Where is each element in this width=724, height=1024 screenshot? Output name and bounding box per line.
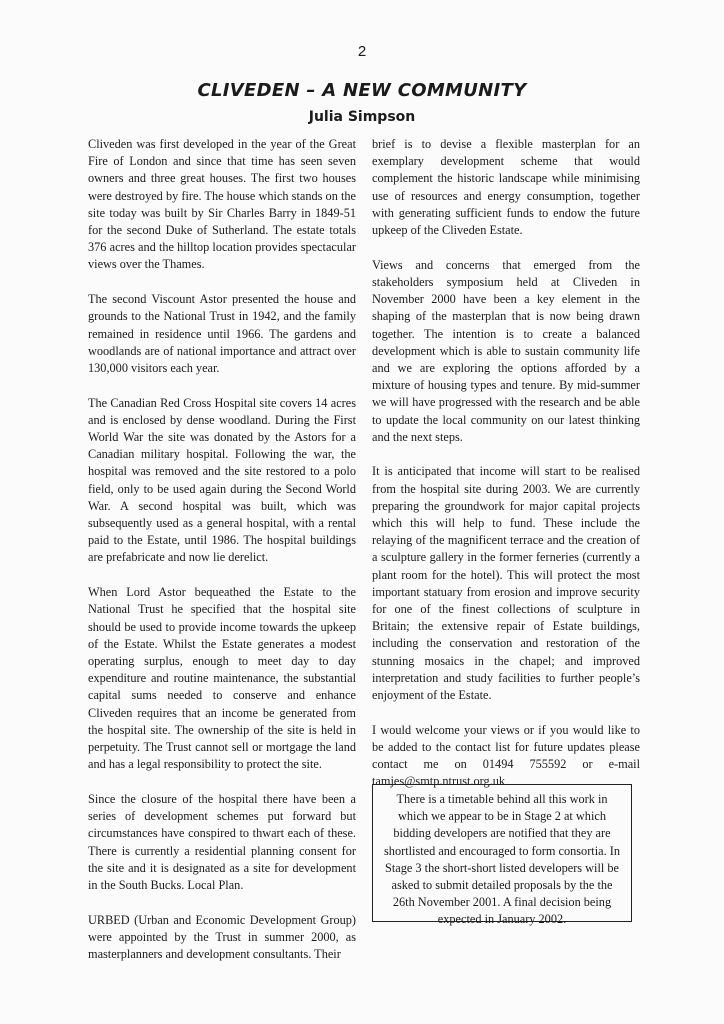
timetable-callout-box: There is a timetable behind all this work in which we appear to be in Stage 2 at which bidding developers are notified that they are shortlisted and encouraged to form consortia. In Stage 3 the short-short listed developers will be asked to submit detailed proposals by the the 26th November 2001. A final decision being expected in January 2002. <box>372 784 632 922</box>
paragraph: brief is to devise a flexible masterplan for an exemplary development scheme that would complement the historic landscape while minimising use of resources and energy consumption, together with generating sufficient funds to endow the future upkeep of the Cliveden Estate. <box>372 137 640 238</box>
article-title: CLIVEDEN – A NEW COMMUNITY <box>197 80 527 101</box>
article-author: Julia Simpson <box>308 109 416 125</box>
paragraph: When Lord Astor bequeathed the Estate to the National Trust he specified that the hospital site should be used to provide income towards the upkeep of the Estate. Whilst the Estate generates a modest operating surplus, enough to meet day to day expenditure and routine maintenance, the substantial capital sums needed to conserve and enhance Cliveden requires that an income be generated from the hospital site. The ownership of the site is held in perpetuity. The Trust cannot sell or mortgage the land and has a legal responsibility to protect the site. <box>88 585 356 772</box>
left-column <box>88 136 356 981</box>
right-column <box>372 136 640 808</box>
paragraph: Cliveden was first developed in the year of the Great Fire of London and since that time has seen seven owners and three great houses. The first two houses were destroyed by fire. The house which stands on the site today was built by Sir Charles Barry in 1849-51 for the second Duke of Sutherland. The estate totals 376 acres and the hilltop location provides spectacular views over the Thames. <box>88 137 356 272</box>
paragraph: It is anticipated that income will start to be realised from the hospital site during 2003. We are currently preparing the groundwork for major capital projects which this will help to fund. These include the relaying of the magnificent terrace and the creation of a sculpture gallery in the former fernеries (currently a plant room for the hotel). This will protect the most important statuary from erosion and improve security for one of the finest collections of sculpture in Britain; the extensive repair of Estate buildings, including the conservation and restoration of the stunning mosaics in the chapel; and improved interpretation and study facilities to further people’s enjoyment of the Estate. <box>372 464 640 703</box>
paragraph: Views and concerns that emerged from the stakeholders symposium held at Cliveden in November 2000 have been a key element in the shaping of the masterplan that is now being drawn together. The intention is to create a balanced development which is able to sustain community life and we are exploring the options afforded by a mixture of housing types and tenure. By mid-summer we will have progressed with the research and be able to update the local community on our latest thinking and the next steps. <box>372 257 640 444</box>
paragraph: The Canadian Red Cross Hospital site covers 14 acres and is enclosed by dense woodland. During the First World War the site was donated by the Astors for a Canadian military hospital. Following the war, the hospital was removed and the site restored to a polo field, only to be used again during the Second World War. A second hospital was built, which was subsequently used as a general hospital, with a rental paid to the Estate, until 1986. The hospital buildings are prefabricate and now lie derelict. <box>88 395 356 565</box>
paragraph: URBED (Urban and Economic Development Group) were appointed by the Trust in summer 2000, as masterplanners and development consultants. Their <box>88 912 356 962</box>
page-number: 2 <box>357 43 367 60</box>
paragraph: The second Viscount Astor presented the house and grounds to the National Trust in 1942, and the family remained in residence until 1966. The gardens and woodlands are of national importance and attract over 130,000 visitors each year. <box>88 292 356 375</box>
paragraph: I would welcome your views or if you would like to be added to the contact list for future updates please contact me on 01494 755592 or e-mail tamjes@smtp.ntrust.org.uk <box>372 722 640 789</box>
paragraph: Since the closure of the hospital there have been a series of development schemes put forward but circumstances have conspired to thwart each of these. There is currently a residential planning consent for the site and it is designated as a site for development in the South Bucks. Local Plan. <box>88 791 356 892</box>
